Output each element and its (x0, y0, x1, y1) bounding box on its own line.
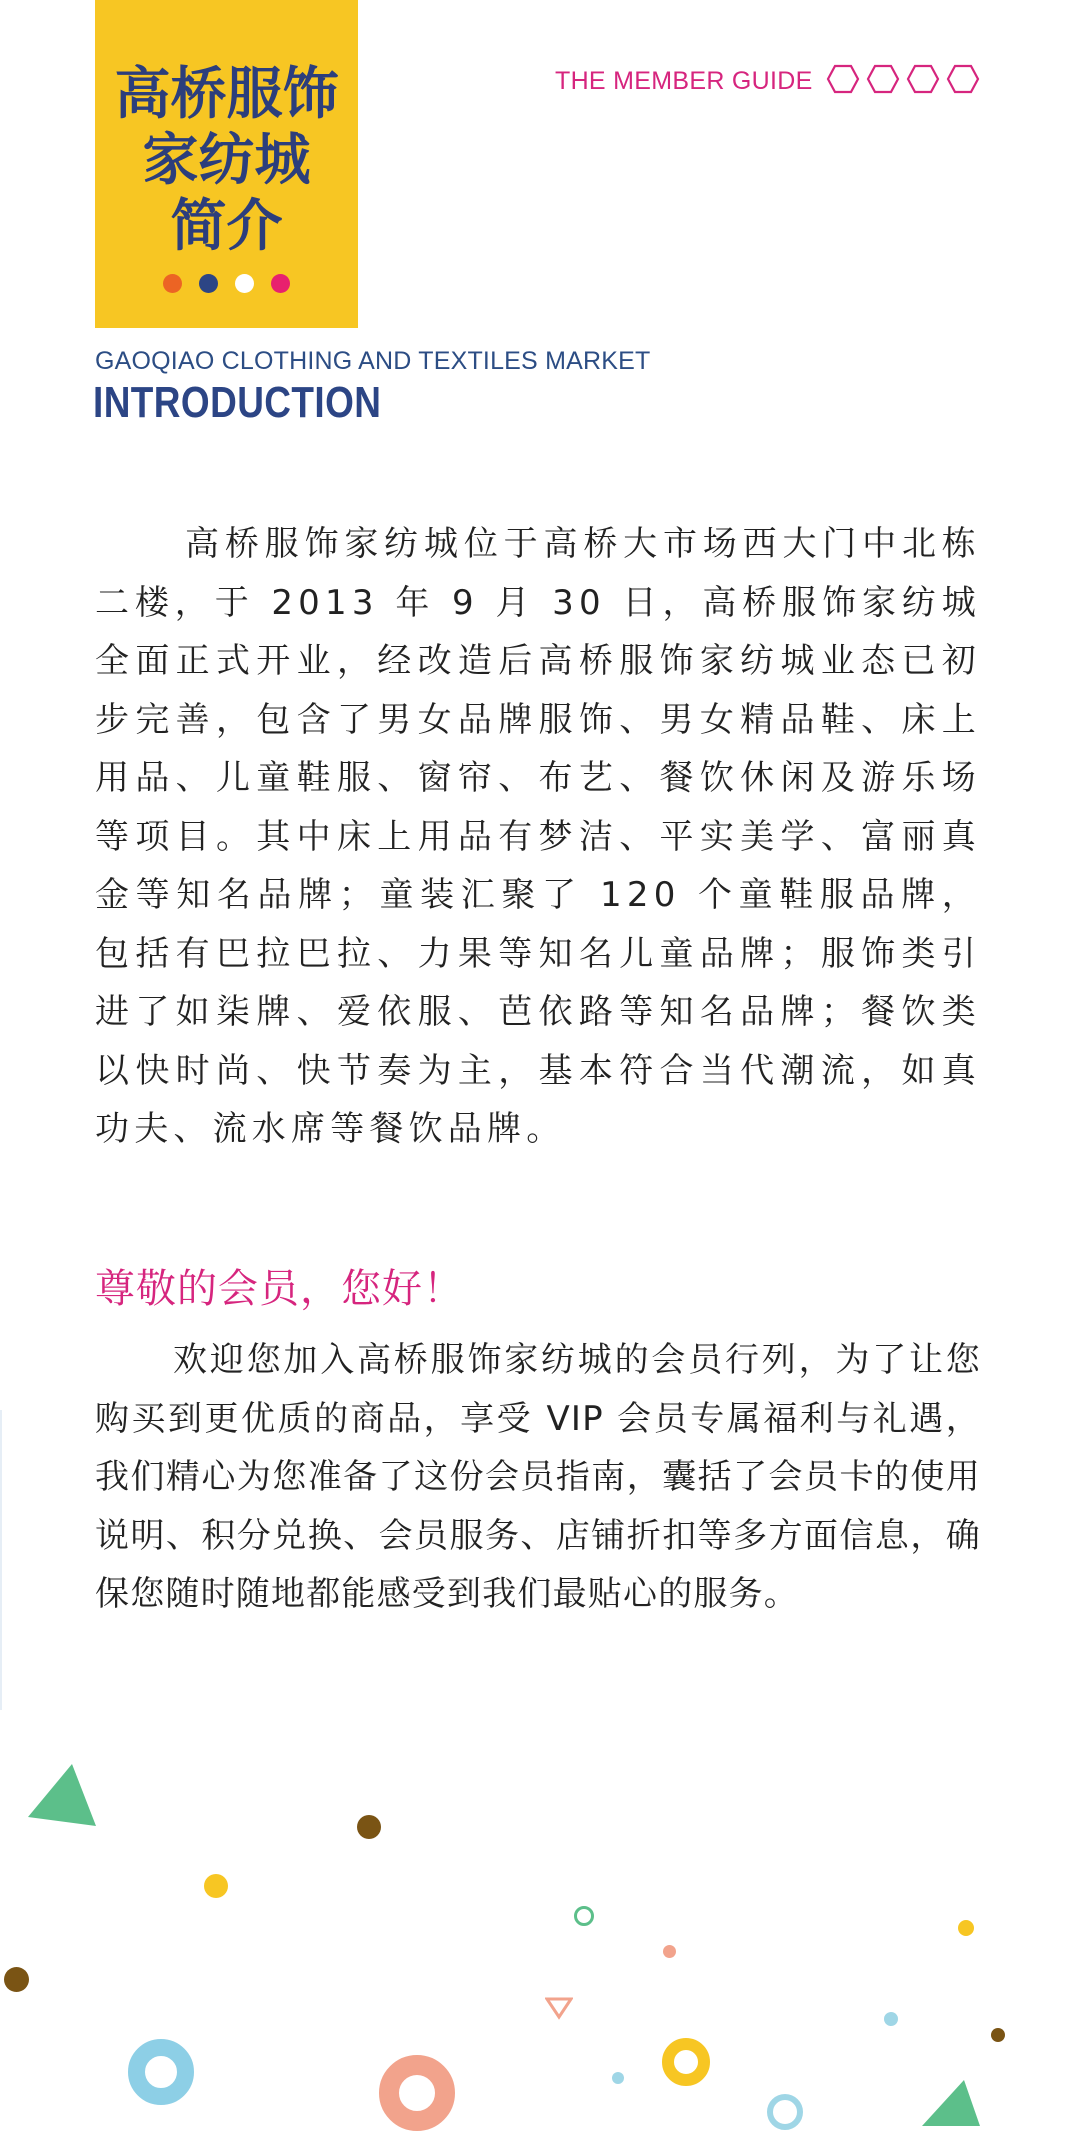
dot-white (235, 274, 254, 293)
left-edge-line (0, 1410, 2, 1710)
intro-paragraph: 高桥服饰家纺城位于高桥大市场西大门中北栋二楼，于 2013 年 9 月 30 日，高桥服饰家纺城全面正式开业，经改造后高桥服饰家纺城业态已初步完善，包含了男女品牌服饰、男女精品鞋、床上用品、儿童鞋服、窗帘、布艺、餐饮休闲及游乐场等项目。其中床上用品有梦洁、平实美学、富丽真金等知名品牌；童装汇聚了 120 个童鞋服品牌，包括有巴拉巴拉、力果等知名儿童品牌；服饰类引进了如柒牌、爱依服、芭依路等知名品牌；餐饮类以快时尚、快节奏为主，基本符合当代潮流，如真功夫、流水席等餐饮品牌。 (95, 524, 981, 1149)
dot-pink (271, 274, 290, 293)
green-triangle-left-icon (26, 1762, 98, 1828)
hexagon-icon (866, 64, 900, 94)
green-ring (574, 1906, 594, 1926)
title-dots (95, 274, 358, 293)
title-block (95, 0, 358, 328)
page-title: 高桥服饰 家纺城 简介 (114, 62, 339, 259)
hexagon-icon (946, 64, 980, 94)
dot-navy (199, 274, 218, 293)
salmon-ring-large (379, 2055, 455, 2131)
teal-dot (884, 2012, 898, 2026)
yellow-dot (204, 1874, 228, 1898)
dot-orange (163, 274, 182, 293)
brown-dot-right (991, 2028, 1005, 2042)
hexagon-icon (826, 64, 860, 94)
hexagon-icon (906, 64, 940, 94)
introduction-heading: INTRODUCTION (93, 378, 382, 427)
brown-dot-left (4, 1967, 29, 1992)
salmon-triangle-outline-icon (545, 1996, 573, 2020)
english-market-name: GAOQIAO CLOTHING AND TEXTILES MARKET (95, 347, 651, 375)
green-triangle-right-icon (920, 2078, 982, 2126)
salmon-dot (663, 1945, 676, 1958)
yellow-ring (662, 2038, 710, 2086)
welcome-paragraph: 欢迎您加入高桥服饰家纺城的会员行列，为了让您购买到更优质的商品，享受 VIP 会员专属福利与礼遇，我们精心为您准备了这份会员指南，囊括了会员卡的使用说明、积分兑换、会员服务、店铺折扣等多方面信息，确保您随时随地都能感受到我们最贴心的服务。 (95, 1340, 981, 1614)
hexagon-icons (826, 64, 980, 94)
teal-dot-small (612, 2072, 624, 2084)
teal-ring-large (128, 2039, 194, 2105)
brown-dot (357, 1815, 381, 1839)
yellow-dot-small (958, 1920, 974, 1936)
teal-ring-small (767, 2094, 803, 2130)
member-greeting: 尊敬的会员，您好！ (95, 1266, 464, 1312)
member-guide-label: THE MEMBER GUIDE (555, 67, 813, 95)
